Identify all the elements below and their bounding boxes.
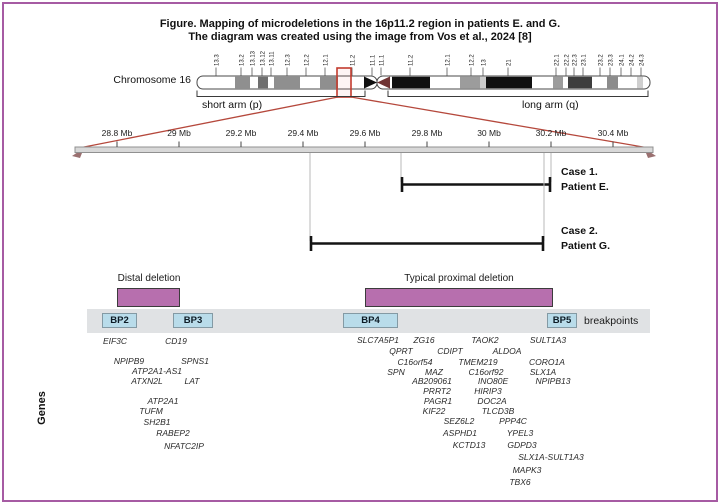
band-label: 13.11 (269, 51, 276, 66)
zoom-line-right (351, 97, 649, 148)
gene-label: INO80E (477, 376, 509, 386)
gene-label: SPNS1 (181, 356, 209, 366)
gene-label: TBX6 (509, 477, 531, 487)
band-label: 11.1 (370, 54, 377, 66)
chromosome-band (480, 77, 486, 88)
chromosome-band (568, 77, 592, 88)
gene-label: SLC7A5P1 (356, 335, 400, 345)
breakpoint-bp2: BP2 (102, 313, 137, 328)
gene-label: QPRT (389, 346, 413, 356)
long-arm-label: long arm (q) (522, 99, 579, 111)
gene-label: RABEP2 (156, 428, 190, 438)
chromosome-band (274, 77, 300, 88)
case-2-label (561, 224, 610, 254)
gene-label: C16orf92 (468, 367, 504, 377)
band-label: 12.1 (445, 54, 452, 66)
gene-label: CD19 (165, 336, 187, 346)
gene-label: MAZ (425, 367, 443, 377)
gene-label: ATXN2L (131, 376, 163, 386)
band-label: 12.2 (304, 54, 311, 66)
band-label: 23.3 (608, 54, 615, 66)
gene-label: SEZ6L2 (443, 416, 475, 426)
case-title: Case 1. (561, 166, 598, 178)
gene-label: AB209061 (412, 376, 452, 386)
gene-label: KIF22 (422, 406, 446, 416)
chromosome-16-label: Chromosome 16 (113, 74, 191, 86)
scale-tick-label: 29.2 Mb (225, 128, 257, 138)
chromosome-band (392, 77, 430, 88)
scale-tick-label: 30 Mb (477, 128, 501, 138)
band-label: 23.2 (598, 54, 605, 66)
band-label: 13.3 (214, 54, 221, 66)
band-label: 11.2 (408, 54, 415, 66)
case-1-label (561, 165, 609, 195)
band-label: 11.2 (350, 54, 357, 66)
gene-label: SH2B1 (143, 417, 171, 427)
breakpoints-caption: breakpoints (584, 315, 639, 327)
band-label: 22.1 (554, 54, 561, 66)
figure-title-line2: The diagram was created using the image from Vos et al., 2024 [8] (188, 31, 532, 43)
gene-label: TAOK2 (471, 335, 499, 345)
gene-label: TUFM (139, 406, 163, 416)
breakpoint-bp4: BP4 (343, 313, 398, 328)
band-label: 22.3 (572, 54, 579, 66)
band-label: 11.1 (379, 54, 386, 66)
band-label: 13.12 (260, 50, 267, 66)
gene-label: EIF3C (102, 336, 128, 346)
band-label: 24.3 (639, 54, 646, 66)
chromosome-band (460, 77, 480, 88)
band-label: 12.3 (285, 54, 292, 66)
gene-label: SPN (387, 367, 405, 377)
gene-label: ASPHD1 (442, 428, 478, 438)
scale-tick-label: 29 Mb (167, 128, 191, 138)
gene-label: C16orf54 (397, 357, 433, 367)
chromosome-band (258, 77, 268, 88)
breakpoint-bp3: BP3 (173, 313, 213, 328)
band-label: 13 (481, 59, 488, 66)
breakpoint-bp5: BP5 (547, 313, 577, 328)
gene-label: YPEL3 (506, 428, 534, 438)
band-label: 23.1 (581, 54, 588, 66)
gene-label: ZG16 (413, 335, 435, 345)
case-title: Case 2. (561, 225, 598, 237)
gene-label: PRRT2 (423, 386, 451, 396)
gene-label: CDIPT (437, 346, 463, 356)
deletion-label: Typical proximal deletion (404, 273, 514, 284)
figure-title-line1: Figure. Mapping of microdeletions in the 16p11.2 region in patients E. and G. (159, 18, 561, 30)
band-label: 12.2 (469, 54, 476, 66)
chromosome-band (320, 77, 338, 88)
gene-label: DOC2A (477, 396, 507, 406)
gene-label: HIRIP3 (474, 386, 502, 396)
gene-label: ATP2A1 (147, 396, 179, 406)
gene-label: TMEM219 (458, 357, 498, 367)
scale-tick-label: 30.2 Mb (535, 128, 567, 138)
chromosome-band (607, 77, 618, 88)
gene-label: TLCD3B (481, 406, 515, 416)
gene-label: NFATC2IP (164, 441, 204, 451)
chromosome-band (486, 77, 532, 88)
band-label: 21 (506, 59, 513, 66)
band-label: 24.1 (619, 54, 626, 66)
gene-label: SLX1A-SULT1A3 (518, 452, 584, 462)
gene-label: MAPK3 (512, 465, 542, 475)
case-patient: Patient E. (561, 181, 609, 193)
gene-label: ALDOA (492, 346, 522, 356)
case-patient: Patient G. (561, 240, 611, 252)
band-label: 12.1 (323, 54, 330, 66)
scale-tick-label: 28.8 Mb (101, 128, 133, 138)
scale-tick-label: 29.8 Mb (411, 128, 443, 138)
gene-label: SLX1A (529, 367, 557, 377)
gene-label: ATP2A1-AS1 (132, 366, 182, 376)
gene-label: SULT1A3 (529, 335, 567, 345)
band-label: 24.2 (629, 54, 636, 66)
band-label: 22.2 (564, 54, 571, 66)
band-label: 13.2 (239, 54, 246, 66)
deletion-box (365, 288, 553, 307)
deletion-box (117, 288, 180, 307)
scale-tick-label: 29.4 Mb (287, 128, 319, 138)
zoom-region-box (337, 68, 351, 97)
gene-label: GDPD3 (507, 440, 537, 450)
gene-label: CORO1A (529, 357, 565, 367)
gene-label: PAGR1 (423, 396, 453, 406)
gene-label: LAT (184, 376, 200, 386)
genes-axis-label: Genes (36, 391, 48, 425)
band-label: 13.13 (250, 50, 257, 66)
q-arm-bracket (388, 91, 648, 97)
gene-label: NPIPB9 (113, 356, 145, 366)
gene-label: PPP4C (499, 416, 527, 426)
scale-bar (75, 147, 653, 153)
gene-label: NPIPB13 (535, 376, 571, 386)
chromosome-band (553, 77, 563, 88)
scale-tick-label: 29.6 Mb (349, 128, 381, 138)
chromosome-band (235, 77, 250, 88)
gene-label: KCTD13 (452, 440, 486, 450)
chromosome-band (637, 77, 643, 88)
short-arm-label: short arm (p) (202, 99, 263, 111)
scale-tick-label: 30.4 Mb (597, 128, 629, 138)
deletion-label: Distal deletion (117, 273, 181, 284)
